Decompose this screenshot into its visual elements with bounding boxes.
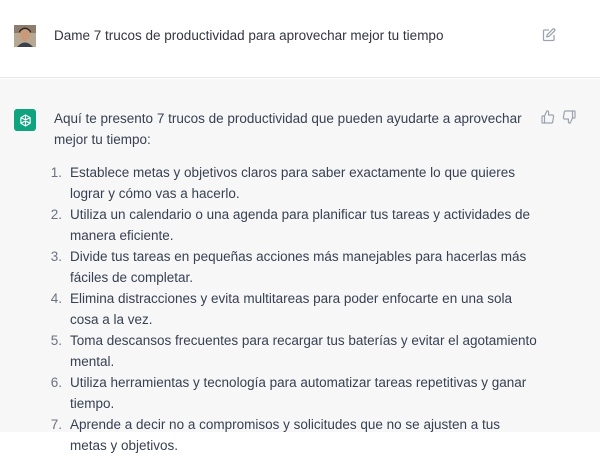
list-item-text: Utiliza un calendario o una agenda para planificar tus tareas y actividades de manera eficiente. [70,207,531,243]
user-message-text: Dame 7 trucos de productividad para aprovechar mejor tu tiempo [54,28,444,43]
list-item-text: Toma descansos frecuentes para recargar tus baterías y evitar el agotamiento mental. [70,333,537,369]
list-item [44,414,544,456]
list-item-number: 3. [50,249,62,264]
list-item [44,372,544,414]
list-item-number: 1. [50,165,62,180]
list-item-text: Elimina distracciones y evita multitareas para poder enfocarte en una sola cosa a la vez. [70,291,512,327]
thumbs-down-icon[interactable] [561,109,577,125]
user-message-row [0,0,600,78]
list-item [44,246,544,288]
list-item [44,162,544,204]
user-avatar [14,25,36,47]
list-item [44,288,544,330]
assistant-intro-text: Aquí te presento 7 trucos de productividad que pueden ayudarte a aprovechar mejor tu tiempo: [54,111,522,147]
thumbs-up-icon[interactable] [540,109,556,125]
list-item-text: Establece metas y objetivos claros para saber exactamente lo que quieres lograr y cómo vas a hacerlo. [70,165,515,201]
list-item [44,330,544,372]
pencil-edit-icon[interactable] [541,27,557,43]
list-item-number: 7. [50,417,62,432]
openai-logo-icon [14,109,36,131]
list-item-number: 2. [50,207,62,222]
list-item-number: 5. [50,333,62,348]
list-item-number: 6. [50,375,62,390]
list-item-text: Utiliza herramientas y tecnología para automatizar tareas repetitivas y ganar tiempo. [70,375,527,411]
list-item-text: Aprende a decir no a compromisos y solicitudes que no se ajusten a tus metas y objetivos. [70,417,500,453]
list-item [44,204,544,246]
tips-list [44,162,544,456]
list-item-number: 4. [50,291,62,306]
list-item-text: Divide tus tareas en pequeñas acciones más manejables para hacerlas más fáciles de completar. [70,249,527,285]
assistant-message-row [0,79,600,453]
